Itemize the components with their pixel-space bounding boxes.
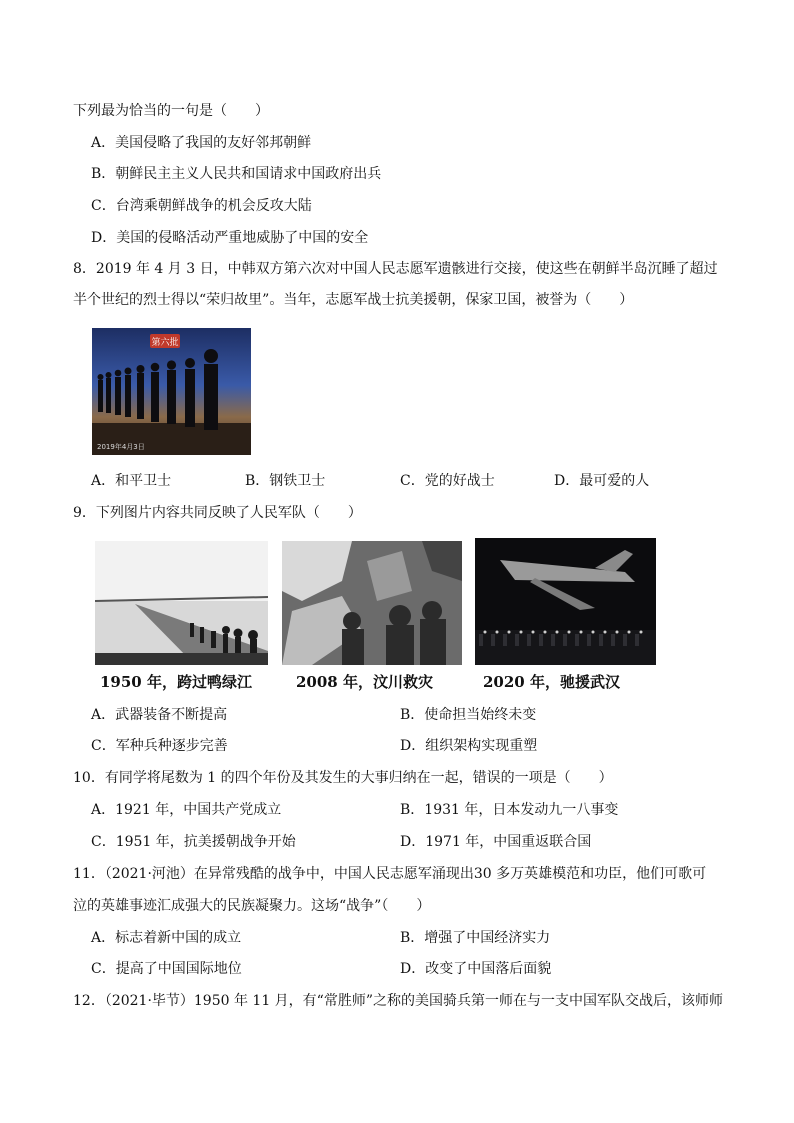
q8-option-a: A．和平卫士: [91, 473, 172, 489]
q9-caption-1950: 1950 年，跨过鸭绿江: [100, 673, 252, 691]
q12-stem-line1: 12．（2021·毕节）1950 年 11 月，有“常胜师”之称的美国骑兵第一师在与一支中国军队交战后，该师师: [73, 993, 723, 1009]
q10-stem: 10．有同学将尾数为 1 的四个年份及其发生的大事归纳在一起，错误的一项是（ ）: [73, 770, 613, 786]
q11-option-c: C．提高了中国国际地位: [91, 961, 242, 977]
q11-stem-line1: 11．（2021·河池）在异常残酷的战争中，中国人民志愿军涌现出30 多万英雄模范和功臣，他们可歌可: [73, 866, 707, 882]
q9-option-c: C．军种兵种逐步完善: [91, 738, 228, 754]
q7-stem-tail: 下列最为恰当的一句是（ ）: [73, 103, 269, 119]
q11-option-a: A．标志着新中国的成立: [91, 930, 242, 946]
q11-option-b: B．增强了中国经济实力: [400, 930, 551, 946]
q8-photo-date: 2019年4月3日: [97, 443, 145, 451]
q9-photo-2008: [282, 541, 462, 665]
q7-option-b: B．朝鲜民主主义人民共和国请求中国政府出兵: [91, 166, 382, 182]
q7-option-a: A．美国侵略了我国的友好邻邦朝鲜: [91, 135, 312, 151]
q10-option-b: B．1931 年，日本发动九一八事变: [400, 802, 619, 818]
q9-option-d: D．组织架构实现重塑: [400, 738, 538, 754]
q10-option-a: A．1921 年，中国共产党成立: [91, 802, 282, 818]
q8-photo-badge: 第六批: [151, 338, 179, 348]
q8-option-d: D．最可爱的人: [554, 473, 650, 489]
q7-option-d: D．美国的侵略活动严重地威胁了中国的安全: [91, 230, 369, 246]
q8-stem-line1: 8．2019 年 4 月 3 日，中韩双方第六次对中国人民志愿军遗骸进行交接，使这些在朝鲜半岛沉睡了超过: [73, 261, 718, 277]
q8-option-b: B．钢铁卫士: [245, 473, 326, 489]
q7-option-c: C．台湾乘朝鲜战争的机会反攻大陆: [91, 198, 312, 214]
q9-photo-2020: [475, 538, 656, 665]
q8-option-c: C．党的好战士: [400, 473, 495, 489]
q9-stem: 9．下列图片内容共同反映了人民军队（ ）: [73, 505, 362, 521]
q8-honor-guard-photo: [92, 328, 251, 455]
q11-stem-line2: 泣的英雄事迹汇成强大的民族凝聚力。这场“战争”（ ）: [73, 898, 431, 914]
q10-option-d: D．1971 年，中国重返联合国: [400, 834, 592, 850]
q9-photo-1950: [95, 541, 268, 665]
q11-option-d: D．改变了中国落后面貌: [400, 961, 552, 977]
q9-caption-2020: 2020 年，驰援武汉: [483, 673, 620, 691]
q9-option-b: B．使命担当始终未变: [400, 707, 537, 723]
q8-stem-line2: 半个世纪的烈士得以“荣归故里”。当年，志愿军战士抗美援朝，保家卫国，被誉为（ ）: [73, 292, 634, 308]
q9-caption-2008: 2008 年，汶川救灾: [296, 673, 433, 691]
q10-option-c: C．1951 年，抗美援朝战争开始: [91, 834, 296, 850]
q9-option-a: A．武器装备不断提高: [91, 707, 228, 723]
